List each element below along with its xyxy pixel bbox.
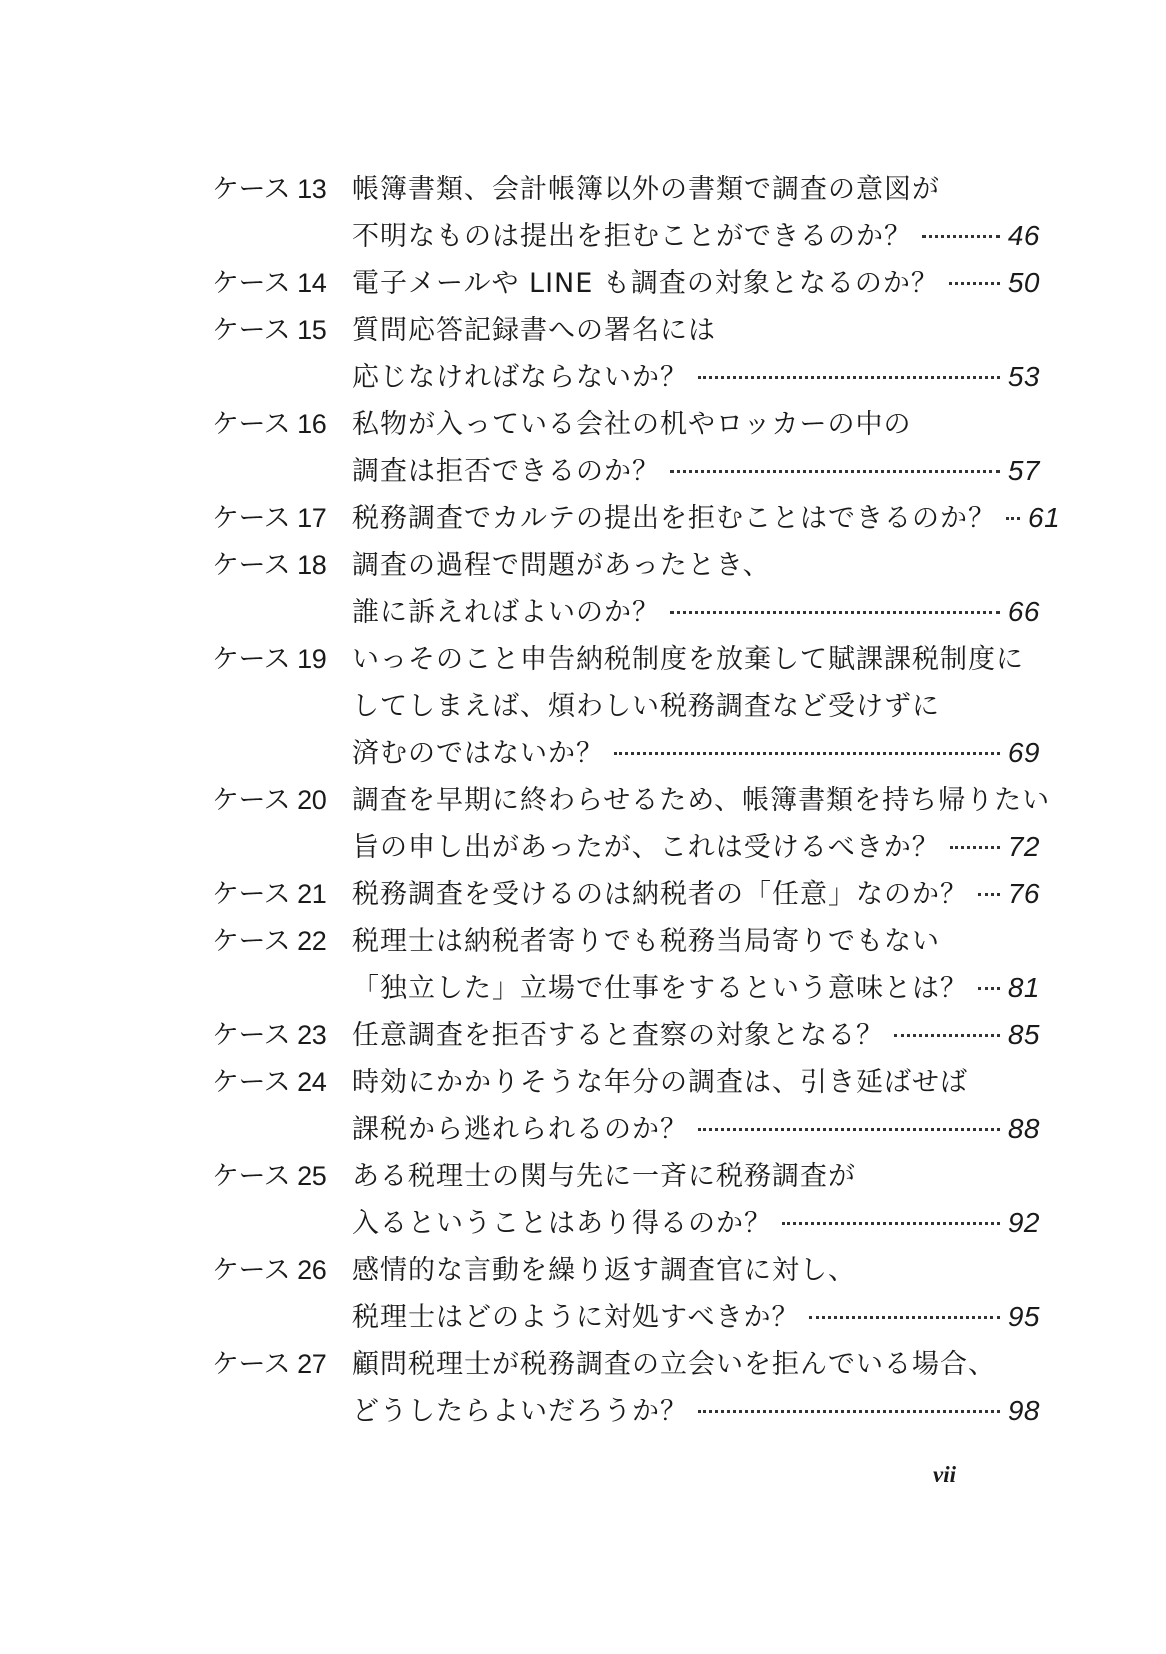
page-number: 57 (1007, 455, 1040, 486)
case-label (212, 1154, 352, 1193)
case-prefix: ケース (212, 1349, 291, 1379)
dot-leader (809, 1316, 999, 1319)
page-folio: vii (933, 1462, 956, 1487)
toc-entry-line (212, 637, 1040, 684)
toc-entry-title: 不明なものは提出を拒むことができるのか？ (352, 221, 912, 252)
toc-entry-title: いっそのこと申告納税制度を放棄して賦課課税制度に (352, 644, 1024, 675)
toc-entry-line (212, 214, 1040, 261)
toc-entry[interactable] (212, 543, 1040, 637)
case-label (212, 778, 352, 817)
case-label (212, 167, 352, 206)
page-number: 46 (1007, 220, 1040, 251)
page-number: 95 (1007, 1301, 1040, 1332)
toc-entry[interactable] (212, 637, 1040, 778)
toc-entry-line (212, 261, 1040, 308)
toc-entry-title: 質問応答記録書への署名には (352, 315, 716, 346)
case-number: 25 (297, 1161, 327, 1191)
toc-entry-line (212, 731, 1040, 778)
toc-entry-title: 電子メールや LINE も調査の対象となるのか？ (352, 268, 939, 299)
case-prefix: ケース (212, 409, 291, 439)
case-number: 27 (297, 1349, 327, 1379)
case-prefix: ケース (212, 1255, 291, 1285)
toc-entry[interactable] (212, 402, 1040, 496)
toc-entry[interactable] (212, 778, 1051, 872)
case-number: 24 (297, 1067, 327, 1097)
case-prefix: ケース (212, 503, 291, 533)
case-prefix: ケース (212, 926, 291, 956)
page-number: 76 (1007, 878, 1040, 909)
toc-entry-line (212, 1154, 1040, 1201)
toc-entry-title: どうしたらよいだろうか？ (352, 1396, 688, 1427)
toc-entry-title: してしまえば、煩わしい税務調査など受けずに (352, 691, 940, 722)
toc-entry-line (212, 1342, 1040, 1389)
page-number: 69 (1007, 737, 1040, 768)
case-label (212, 872, 352, 911)
toc-entry-line (212, 919, 1040, 966)
page-number: 88 (1007, 1113, 1040, 1144)
case-number: 14 (297, 268, 327, 298)
toc-entry-title: 調査は拒否できるのか？ (352, 456, 660, 487)
toc-entry-line (212, 1389, 1040, 1436)
toc-entry-line (212, 590, 1040, 637)
toc-entry-line (212, 1201, 1040, 1248)
toc-entry-line (212, 449, 1040, 496)
table-of-contents (212, 167, 1061, 1436)
dot-leader (894, 1034, 1000, 1037)
case-prefix: ケース (212, 174, 291, 204)
toc-entry-line (212, 355, 1040, 402)
toc-entry-title: 入るということはあり得るのか？ (352, 1208, 772, 1239)
toc-entry-line (212, 1248, 1040, 1295)
page-number: 50 (1007, 267, 1040, 298)
case-number: 23 (297, 1020, 327, 1050)
toc-entry-line (212, 872, 1040, 919)
toc-entry[interactable] (212, 1342, 1040, 1436)
toc-entry-line (212, 1295, 1040, 1342)
dot-leader (978, 987, 1000, 990)
dot-leader (698, 1410, 1000, 1413)
toc-entry-line (212, 684, 1040, 731)
toc-entry-title: 帳簿書類、会計帳簿以外の書類で調査の意図が (352, 174, 940, 205)
case-number: 15 (297, 315, 327, 345)
case-number: 18 (297, 550, 327, 580)
toc-entry-line (212, 543, 1040, 590)
toc-entry[interactable] (212, 1154, 1040, 1248)
toc-entry-title: 感情的な言動を繰り返す調査官に対し、 (352, 1255, 856, 1286)
case-label (212, 1248, 352, 1287)
toc-entry-title: 税理士はどのように対処すべきか？ (352, 1302, 800, 1333)
toc-entry-title: 税務調査を受けるのは納税者の「任意」なのか？ (352, 879, 968, 910)
toc-entry[interactable] (212, 1060, 1040, 1154)
case-label (212, 1060, 352, 1099)
case-prefix: ケース (212, 1067, 291, 1097)
toc-entry[interactable] (212, 261, 1040, 308)
page-number: 81 (1007, 972, 1040, 1003)
toc-entry-title: 顧問税理士が税務調査の立会いを拒んでいる場合、 (352, 1349, 996, 1380)
toc-entry[interactable] (212, 919, 1040, 1013)
case-label (212, 1342, 352, 1381)
toc-entry-line (212, 402, 1040, 449)
toc-entry[interactable] (212, 308, 1040, 402)
dot-leader (1006, 517, 1020, 520)
toc-entry[interactable] (212, 1248, 1040, 1342)
case-number: 26 (297, 1255, 327, 1285)
case-prefix: ケース (212, 268, 291, 298)
case-prefix: ケース (212, 879, 291, 909)
toc-entry-line (212, 1013, 1040, 1060)
toc-entry[interactable] (212, 872, 1040, 919)
case-label (212, 402, 352, 441)
toc-entry-line (212, 496, 1061, 543)
case-label (212, 1013, 352, 1052)
case-label (212, 919, 352, 958)
case-number: 17 (297, 503, 327, 533)
dot-leader (949, 282, 1000, 285)
toc-entry[interactable] (212, 1013, 1040, 1060)
toc-entry-title: 税理士は納税者寄りでも税務当局寄りでもない (352, 926, 940, 957)
toc-entry-line (212, 167, 1040, 214)
case-prefix: ケース (212, 1161, 291, 1191)
page-number: 72 (1007, 831, 1040, 862)
toc-entry-line (212, 308, 1040, 355)
case-prefix: ケース (212, 550, 291, 580)
case-label (212, 637, 352, 676)
toc-entry-title: ある税理士の関与先に一斉に税務調査が (352, 1161, 856, 1192)
toc-entry-title: 調査の過程で問題があったとき、 (352, 550, 771, 581)
case-number: 22 (297, 926, 327, 956)
case-number: 16 (297, 409, 327, 439)
page-number: 53 (1007, 361, 1040, 392)
toc-entry-title: 誰に訴えればよいのか？ (352, 597, 660, 628)
toc-entry-title: 税務調査でカルテの提出を拒むことはできるのか？ (352, 503, 996, 534)
toc-entry-title: 課税から逃れられるのか？ (352, 1114, 688, 1145)
case-number: 19 (297, 644, 327, 674)
dot-leader (614, 752, 1000, 755)
dot-leader (922, 235, 1000, 238)
page-number: 61 (1028, 502, 1061, 533)
dot-leader (782, 1222, 1000, 1225)
page-number: 92 (1007, 1207, 1040, 1238)
dot-leader (670, 611, 1000, 614)
toc-entry[interactable] (212, 167, 1040, 261)
dot-leader (670, 470, 1000, 473)
dot-leader (978, 893, 1000, 896)
case-prefix: ケース (212, 1020, 291, 1050)
dot-leader (698, 376, 1000, 379)
page-number: 98 (1007, 1395, 1040, 1426)
toc-entry[interactable] (212, 496, 1061, 543)
toc-entry-line (212, 1060, 1040, 1107)
toc-entry-title: 応じなければならないか？ (352, 362, 688, 393)
dot-leader (698, 1128, 1000, 1131)
case-number: 13 (297, 174, 327, 204)
case-number: 21 (297, 879, 327, 909)
case-prefix: ケース (212, 644, 291, 674)
case-number: 20 (297, 785, 327, 815)
case-label (212, 308, 352, 347)
toc-entry-title: 旨の申し出があったが、これは受けるべきか？ (352, 832, 940, 863)
toc-entry-line (212, 966, 1040, 1013)
toc-entry-line (212, 825, 1040, 872)
case-prefix: ケース (212, 315, 291, 345)
toc-entry-line (212, 778, 1051, 825)
toc-entry-title: 私物が入っている会社の机やロッカーの中の (352, 409, 912, 440)
toc-entry-title: 「独立した」立場で仕事をするという意味とは？ (352, 973, 968, 1004)
page-number: 85 (1007, 1019, 1040, 1050)
case-label (212, 543, 352, 582)
dot-leader (950, 846, 1000, 849)
toc-entry-title: 済むのではないか？ (352, 738, 604, 769)
case-label (212, 496, 352, 535)
case-prefix: ケース (212, 785, 291, 815)
page-number: 66 (1007, 596, 1040, 627)
case-label (212, 261, 352, 300)
toc-entry-title: 調査を早期に終わらせるため、帳簿書類を持ち帰りたい (352, 785, 1051, 816)
toc-entry-line (212, 1107, 1040, 1154)
toc-entry-title: 任意調査を拒否すると査察の対象となる？ (352, 1020, 884, 1051)
toc-entry-title: 時効にかかりそうな年分の調査は、引き延ばせば (352, 1067, 968, 1098)
